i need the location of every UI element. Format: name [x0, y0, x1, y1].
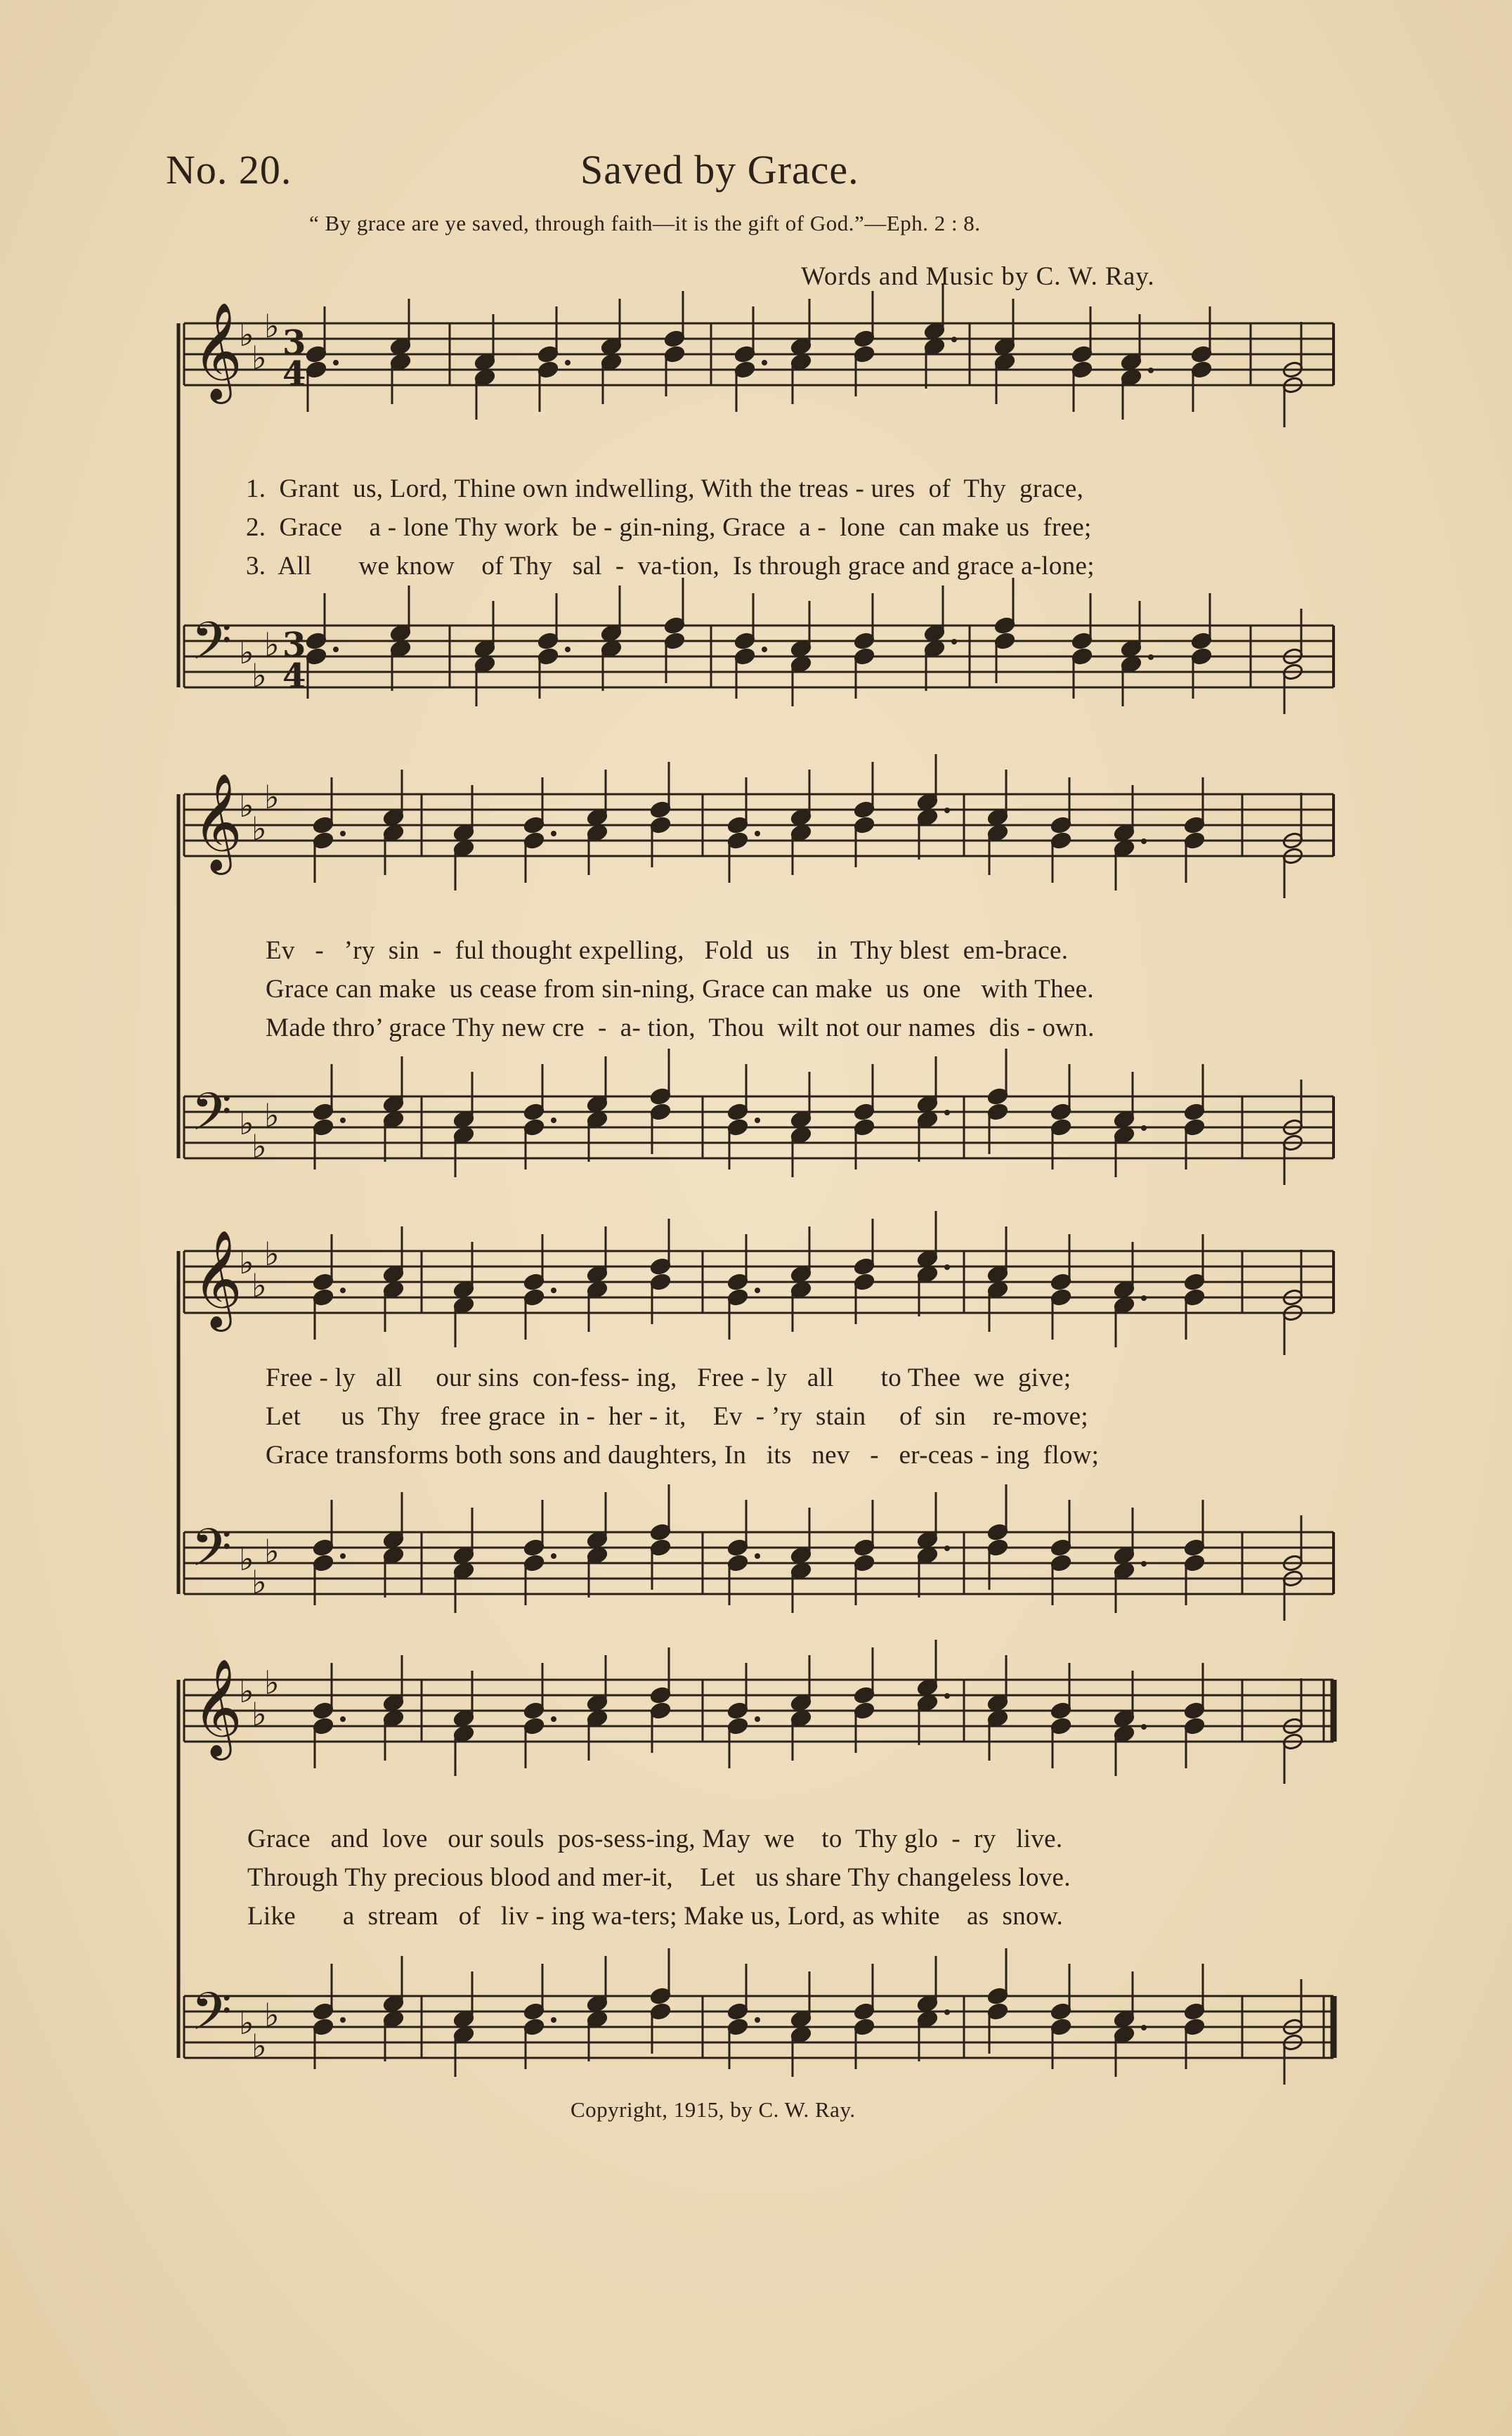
augmentation-dot	[551, 1716, 556, 1722]
augmentation-dot	[340, 1553, 346, 1559]
flat-icon: ♭	[264, 307, 280, 345]
augmentation-dot	[565, 360, 571, 365]
augmentation-dot	[951, 639, 957, 644]
augmentation-dot	[755, 2017, 760, 2023]
treble-clef-icon: 𝄞	[193, 1230, 242, 1328]
augmentation-dot	[944, 2009, 950, 2015]
lyric-line: Through Thy precious blood and mer-it, Let us share Thy changeless love.	[247, 1863, 1071, 1892]
augmentation-dot	[762, 647, 767, 652]
copyright-notice: Copyright, 1915, by C. W. Ray.	[571, 2097, 856, 2122]
augmentation-dot	[1141, 2025, 1147, 2030]
augmentation-dot	[755, 1716, 760, 1722]
augmentation-dot	[340, 2017, 346, 2023]
bass-clef-icon: 𝄢	[191, 1517, 232, 1591]
lyric-line: Grace can make us cease from sin-ning, Grace can make us one with Thee.	[266, 975, 1094, 1004]
augmentation-dot	[551, 1553, 556, 1559]
lyric-line: Grace and love our souls pos-sess-ing, May we to Thy glo - ry live.	[247, 1825, 1063, 1853]
augmentation-dot	[755, 1117, 760, 1123]
augmentation-dot	[944, 1546, 950, 1551]
flat-icon: ♭	[252, 1563, 267, 1601]
lyric-line: Grace transforms both sons and daughters, In its nev - er-ceas - ing flow;	[266, 1441, 1100, 1470]
augmentation-dot	[551, 2017, 556, 2023]
augmentation-dot	[755, 831, 760, 836]
lyric-line: 1. Grant us, Lord, Thine own indwelling, With the treas - ures of Thy grace,	[246, 474, 1084, 503]
flat-icon: ♭	[252, 1695, 267, 1733]
flat-icon: ♭	[264, 1096, 280, 1134]
flat-icon: ♭	[239, 1243, 254, 1281]
augmentation-dot	[944, 1110, 950, 1115]
flat-icon: ♭	[252, 1127, 267, 1165]
augmentation-dot	[1141, 1295, 1147, 1301]
flat-icon: ♭	[252, 2027, 267, 2065]
flat-icon: ♭	[264, 1532, 280, 1570]
lyric-line: Free - ly all our sins con-fess- ing, Free - ly all to Thee we give;	[266, 1363, 1071, 1392]
augmentation-dot	[1141, 1561, 1147, 1567]
flat-icon: ♭	[239, 1672, 254, 1710]
flat-icon: ♭	[239, 786, 254, 824]
lyric-line: 3. All we know of Thy sal - va-tion, Is through grace and grace a-lone;	[246, 552, 1095, 581]
treble-clef-icon: 𝄞	[193, 773, 242, 871]
treble-clef-icon: 𝄞	[193, 1659, 242, 1756]
flat-icon: ♭	[239, 1104, 254, 1142]
augmentation-dot	[1148, 654, 1154, 660]
flat-icon: ♭	[252, 810, 267, 848]
flat-icon: ♭	[239, 316, 254, 354]
time-signature-bottom: 4	[282, 656, 306, 696]
augmentation-dot	[340, 1288, 346, 1293]
augmentation-dot	[551, 1288, 556, 1293]
hymn-number: No. 20.	[166, 147, 292, 193]
time-signature-top: 3	[282, 323, 306, 363]
flat-icon: ♭	[239, 1540, 254, 1578]
augmentation-dot	[944, 808, 950, 813]
flat-icon: ♭	[252, 656, 267, 694]
flat-icon: ♭	[239, 2004, 254, 2042]
flat-icon: ♭	[252, 1266, 267, 1304]
flat-icon: ♭	[239, 633, 254, 671]
flat-icon: ♭	[264, 1996, 280, 2034]
augmentation-dot	[1148, 368, 1154, 373]
augmentation-dot	[333, 360, 339, 365]
flat-icon: ♭	[264, 1235, 280, 1273]
augmentation-dot	[1141, 838, 1147, 844]
augmentation-dot	[944, 1693, 950, 1699]
augmentation-dot	[1141, 1125, 1147, 1131]
lyric-line: Let us Thy free grace in - her - it, Ev - ’ry stain of sin re-move;	[266, 1402, 1088, 1431]
flat-icon: ♭	[252, 339, 267, 377]
augmentation-dot	[333, 647, 339, 652]
lyric-line: Made thro’ grace Thy new cre - a- tion, Thou wilt not our names dis - own.	[266, 1013, 1095, 1042]
lyric-line: 2. Grace a - lone Thy work be - gin-ning, Grace a - lone can make us free;	[246, 513, 1092, 542]
augmentation-dot	[951, 337, 957, 342]
augmentation-dot	[340, 1117, 346, 1123]
bass-clef-icon: 𝄢	[191, 1082, 232, 1155]
time-signature-bottom: 4	[282, 354, 306, 394]
hymn-title: Saved by Grace.	[580, 147, 859, 193]
augmentation-dot	[340, 1716, 346, 1722]
flat-icon: ♭	[264, 778, 280, 816]
augmentation-dot	[755, 1288, 760, 1293]
augmentation-dot	[944, 1264, 950, 1270]
augmentation-dot	[565, 647, 571, 652]
lyric-line: Like a stream of liv - ing wa-ters; Make us, Lord, as white as snow.	[247, 1902, 1064, 1931]
flat-icon: ♭	[264, 1664, 280, 1702]
treble-clef-icon: 𝄞	[193, 302, 242, 400]
augmentation-dot	[551, 1117, 556, 1123]
time-signature-top: 3	[282, 626, 306, 665]
augmentation-dot	[551, 831, 556, 836]
bass-clef-icon: 𝄢	[191, 1981, 232, 2055]
augmentation-dot	[340, 831, 346, 836]
augmentation-dot	[762, 360, 767, 365]
augmentation-dot	[755, 1553, 760, 1559]
flat-icon: ♭	[264, 626, 280, 663]
scripture-epigraph: “ By grace are ye saved, through faith—it is the gift of God.”—Eph. 2 : 8.	[309, 211, 981, 235]
bass-clef-icon: 𝄢	[191, 611, 232, 685]
lyric-line: Ev - ’ry sin - ful thought expelling, Fold us in Thy blest em-brace.	[266, 936, 1069, 965]
composer-credit: Words and Music by C. W. Ray.	[801, 262, 1155, 291]
augmentation-dot	[1141, 1724, 1147, 1730]
